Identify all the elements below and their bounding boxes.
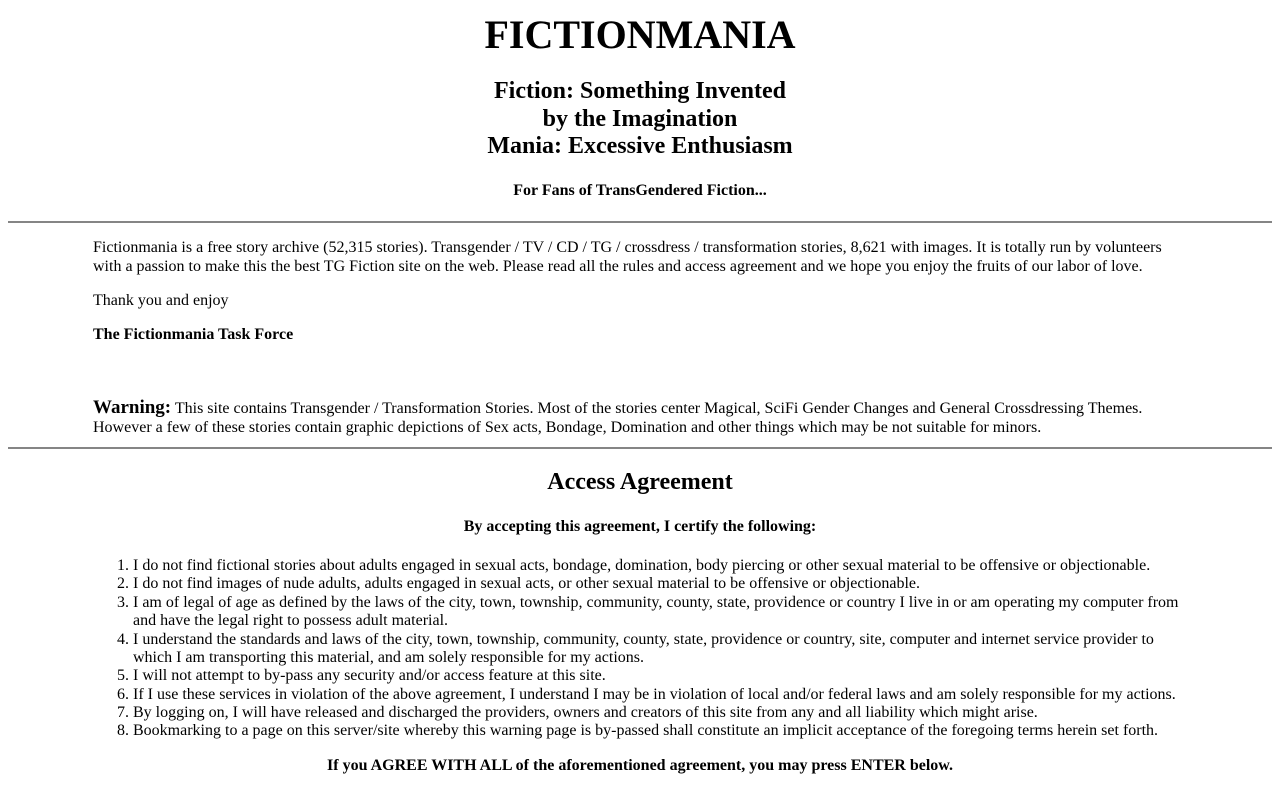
agreement-item-5: 5. I will not attempt to by-pass any security and/or access feature at this site. [133,667,1187,685]
agreement-item-8: 8. Bookmarking to a page on this server/site whereby this warning page is by-passed shall constitute an implicit acceptance of the foregoing terms herein set forth. [133,722,1187,740]
fictionmania-landing-page [8,12,1272,775]
thanks-text: Thank you and enjoy [93,291,229,309]
subtitle-line-fiction: Fiction: Something Invented [493,78,786,104]
warning-paragraph [93,397,1187,437]
agreement-certify-intro: By accepting this agreement, I certify the following: [463,517,817,535]
warning-label: Warning: [93,396,172,418]
site-tagline: For Fans of TransGendered Fiction... [513,181,767,199]
agreement-item-6: 6. If I use these services in violation of the above agreement, I understand I may be in violation of local and/or federal laws and am solely responsible for my actions. [133,686,1187,704]
intro-section [93,239,1187,437]
agreement-section [93,557,1187,741]
agreement-item-4: 4. I understand the standards and laws of the city, town, township, community, county, state, providence or country, site, computer and internet service provider to which I am transporting this material, and am solely responsible for my actions. [133,631,1187,668]
intro-paragraph: Fictionmania is a free story archive (52,315 stories). Transgender / TV / CD / TG / crossdress / transformation stories, 8,621 with images. It is totally run by volunteers with a passion to make this the best TG Fiction site on the web. Please read all the rules and access agreement and we hope you enjoy the fruits of our labor of love. [93,239,1162,275]
agreement-list [93,557,1187,741]
access-agreement-heading: Access Agreement [547,468,733,495]
subtitle-line-mania: Mania: Excessive Enthusiasm [487,133,793,160]
agreement-footer: If you AGREE WITH ALL of the aforementioned agreement, you may press ENTER below. [327,756,953,774]
site-title: FICTIONMANIA [484,12,796,57]
warning-text: This site contains Transgender / Transformation Stories. Most of the stories center Magical, SciFi Gender Changes and General Crossdressing Themes. However a few of these stories contain graphic depictions of Sex acts, Bondage, Domination and other things which may be not suitable for minors. [93,399,1143,436]
agreement-item-1: 1. I do not find fictional stories about adults engaged in sexual acts, bondage, domination, body piercing or other sexual material to be offensive or objectionable. [133,557,1187,575]
task-force-signature: The Fictionmania Task Force [93,326,294,344]
agreement-item-7: 7. By logging on, I will have released and discharged the providers, owners and creators of this site from any and all liability which might arise. [133,704,1187,722]
subtitle-line-imagination: by the Imagination [542,105,738,132]
top-divider [8,221,1272,223]
middle-divider [8,447,1272,449]
agreement-item-2: 2. I do not find images of nude adults, adults engaged in sexual acts, or other sexual material to be offensive or objectionable. [133,575,1187,593]
site-subtitle [8,78,1272,161]
agreement-item-3: 3. I am of legal of age as defined by the laws of the city, town, township, community, county, state, providence or country I live in or am operating my computer from and have the legal right to possess adult material. [133,594,1187,631]
